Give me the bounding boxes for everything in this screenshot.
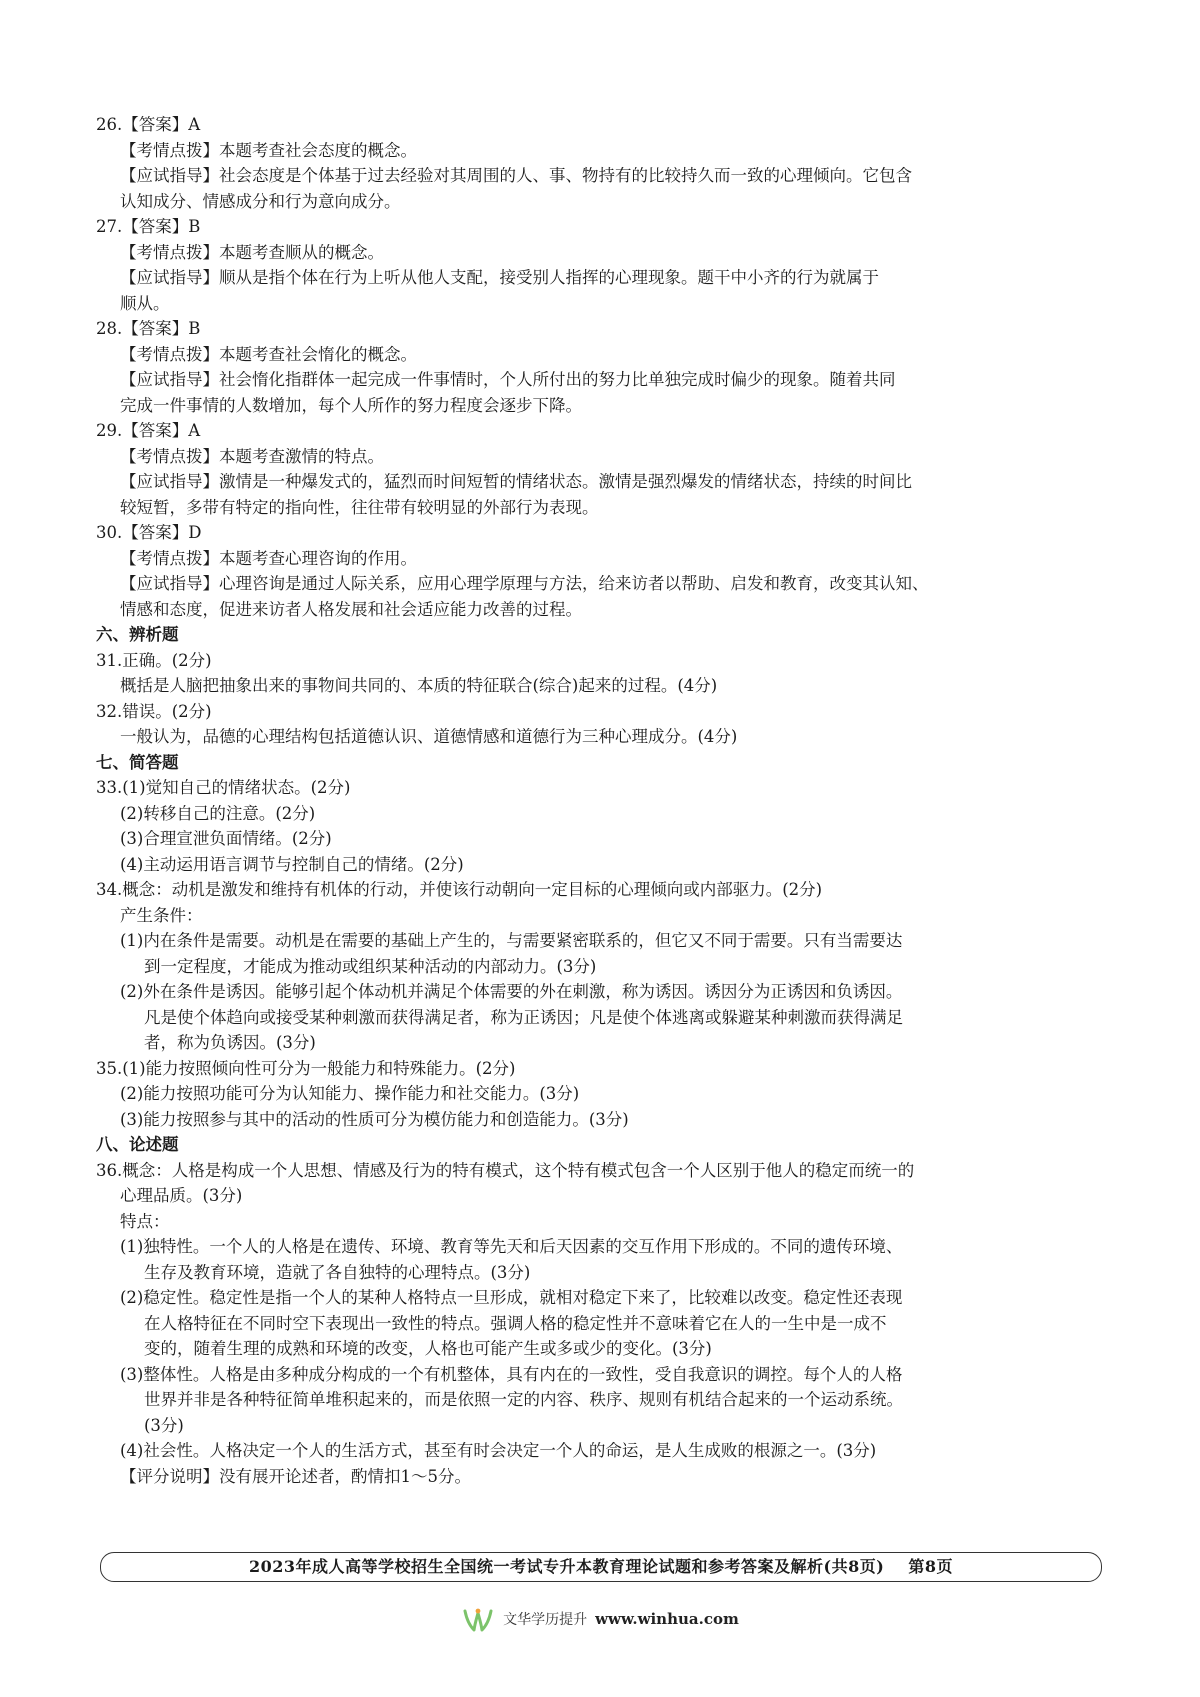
text-line: 情感和态度，促进来访者人格发展和社会适应能力改善的过程。: [120, 599, 582, 619]
text-line: 凡是使个体趋向或接受某种刺激而获得满足者，称为正诱因；凡是使个体逃离或躲避某种刺激而获得满足: [144, 1007, 903, 1027]
text-line: (1)内在条件是需要。动机是在需要的基础上产生的，与需要紧密联系的，但它又不同于需要。只有当需要达: [120, 931, 903, 950]
footer-page-number: 第8页: [908, 1557, 953, 1577]
footer-title: 2023年成人高等学校招生全国统一考试专升本教育理论试题和参考答案及解析(共8页): [249, 1557, 885, 1577]
page-footer: [100, 1552, 1102, 1582]
text-line: 【考情点拨】本题考查顺从的概念。: [120, 242, 384, 262]
text-line: (3分): [144, 1415, 184, 1435]
text-line: 34.概念：动机是激发和维持有机体的行动，并使该行动朝向一定目标的心理倾向或内部驱力。(2分): [96, 880, 823, 899]
text-line: 【考情点拨】本题考查心理咨询的作用。: [120, 548, 417, 568]
watermark: [0, 1602, 1200, 1638]
text-line: 29.【答案】A: [96, 421, 201, 440]
text-line: 变的，随着生理的成熟和环境的改变，人格也可能产生或多或少的变化。(3分): [144, 1339, 712, 1358]
watermark-url: www.winhua.com: [595, 1610, 739, 1629]
text-line: 30.【答案】D: [96, 523, 202, 542]
text-line: 完成一件事情的人数增加，每个人所作的努力程度会逐步下降。: [120, 395, 582, 415]
text-line: (2)转移自己的注意。(2分): [120, 803, 316, 823]
text-line: 36.概念：人格是构成一个人思想、情感及行为的特有模式，这个特有模式包含一个人区别于他人的稳定而统一的: [96, 1160, 915, 1180]
text-line: 到一定程度，才能成为推动或组织某种活动的内部动力。(3分): [144, 956, 597, 976]
text-line: 32.错误。(2分): [96, 701, 212, 721]
text-line: 35.(1)能力按照倾向性可分为一般能力和特殊能力。(2分): [96, 1058, 516, 1078]
leaf-logo-icon: [461, 1607, 495, 1633]
text-line: 认知成分、情感成分和行为意向成分。: [120, 191, 401, 211]
text-line: 较短暂，多带有特定的指向性，往往带有较明显的外部行为表现。: [120, 497, 599, 517]
text-line: 一般认为，品德的心理结构包括道德认识、道德情感和道德行为三种心理成分。(4分): [120, 727, 738, 746]
text-line: (3)能力按照参与其中的活动的性质可分为模仿能力和创造能力。(3分): [120, 1109, 629, 1129]
text-line: (2)能力按照功能可分为认知能力、操作能力和社交能力。(3分): [120, 1084, 580, 1103]
text-line: 概括是人脑把抽象出来的事物间共同的、本质的特征联合(综合)起来的过程。(4分): [120, 676, 718, 695]
text-line: 在人格特征在不同时空下表现出一致性的特点。强调人格的稳定性并不意味着它在人的一生中是一成不: [144, 1313, 887, 1333]
text-line: 特点：: [120, 1211, 170, 1231]
text-line: (4)社会性。人格决定一个人的生活方式，甚至有时会决定一个人的命运，是人生成败的根源之一。(3分): [120, 1441, 877, 1460]
text-line: 【评分说明】没有展开论述者，酌情扣1～5分。: [120, 1466, 471, 1486]
text-line: 【考情点拨】本题考查激情的特点。: [120, 446, 384, 466]
text-line: (2)稳定性。稳定性是指一个人的某种人格特点一旦形成，就相对稳定下来了，比较难以改变。稳定性还表现: [120, 1288, 903, 1307]
text-line: (4)主动运用语言调节与控制自己的情绪。(2分): [120, 854, 464, 874]
watermark-brand: 文华学历提升: [503, 1611, 588, 1628]
text-line: 27.【答案】B: [96, 217, 201, 236]
text-line: 【考情点拨】本题考查社会态度的概念。: [120, 140, 417, 160]
text-line: 者，称为负诱因。(3分): [144, 1033, 316, 1052]
text-line: 【应试指导】激情是一种爆发式的，猛烈而时间短暂的情绪状态。激情是强烈爆发的情绪状态，持续的时间比: [120, 472, 912, 491]
section-heading: 七、简答题: [96, 752, 179, 772]
text-line: (3)整体性。人格是由多种成分构成的一个有机整体，具有内在的一致性，受自我意识的调控。每个人的人格: [120, 1364, 903, 1384]
text-line: (3)合理宣泄负面情绪。(2分): [120, 829, 332, 848]
text-line: 【考情点拨】本题考查社会惰化的概念。: [120, 344, 417, 364]
text-line: (1)独特性。一个人的人格是在遗传、环境、教育等先天和后天因素的交互作用下形成的。不同的遗传环境、: [120, 1237, 903, 1256]
text-line: 31.正确。(2分): [96, 650, 212, 670]
text-line: 心理品质。(3分): [120, 1186, 243, 1205]
text-line: 26.【答案】A: [96, 115, 201, 134]
text-line: 世界并非是各种特征简单堆积起来的，而是依照一定的内容、秩序、规则有机结合起来的一个运动系统。: [144, 1390, 903, 1409]
text-line: 【应试指导】顺从是指个体在行为上听从他人支配，接受别人指挥的心理现象。题干中小齐的行为就属于: [120, 268, 879, 287]
text-line: 【应试指导】社会态度是个体基于过去经验对其周围的人、事、物持有的比较持久而一致的心理倾向。它包含: [120, 166, 912, 185]
text-line: 33.(1)觉知自己的情绪状态。(2分): [96, 778, 351, 797]
text-line: (2)外在条件是诱因。能够引起个体动机并满足个体需要的外在刺激，称为诱因。诱因分为正诱因和负诱因。: [120, 982, 903, 1001]
text-line: 【应试指导】社会惰化指群体一起完成一件事情时，个人所付出的努力比单独完成时偏少的现象。随着共同: [120, 370, 896, 389]
text-line: 【应试指导】心理咨询是通过人际关系，应用心理学原理与方法，给来访者以帮助、启发和教育，改变其认知、: [120, 574, 929, 593]
text-line: 生存及教育环境，造就了各自独特的心理特点。(3分): [144, 1262, 531, 1282]
text-line: 顺从。: [120, 293, 170, 313]
text-line: 28.【答案】B: [96, 319, 201, 338]
section-heading: 八、论述题: [96, 1135, 179, 1154]
text-line: 产生条件：: [120, 905, 203, 925]
answer-content: [96, 112, 1106, 1489]
section-heading: 六、辨析题: [96, 625, 179, 644]
